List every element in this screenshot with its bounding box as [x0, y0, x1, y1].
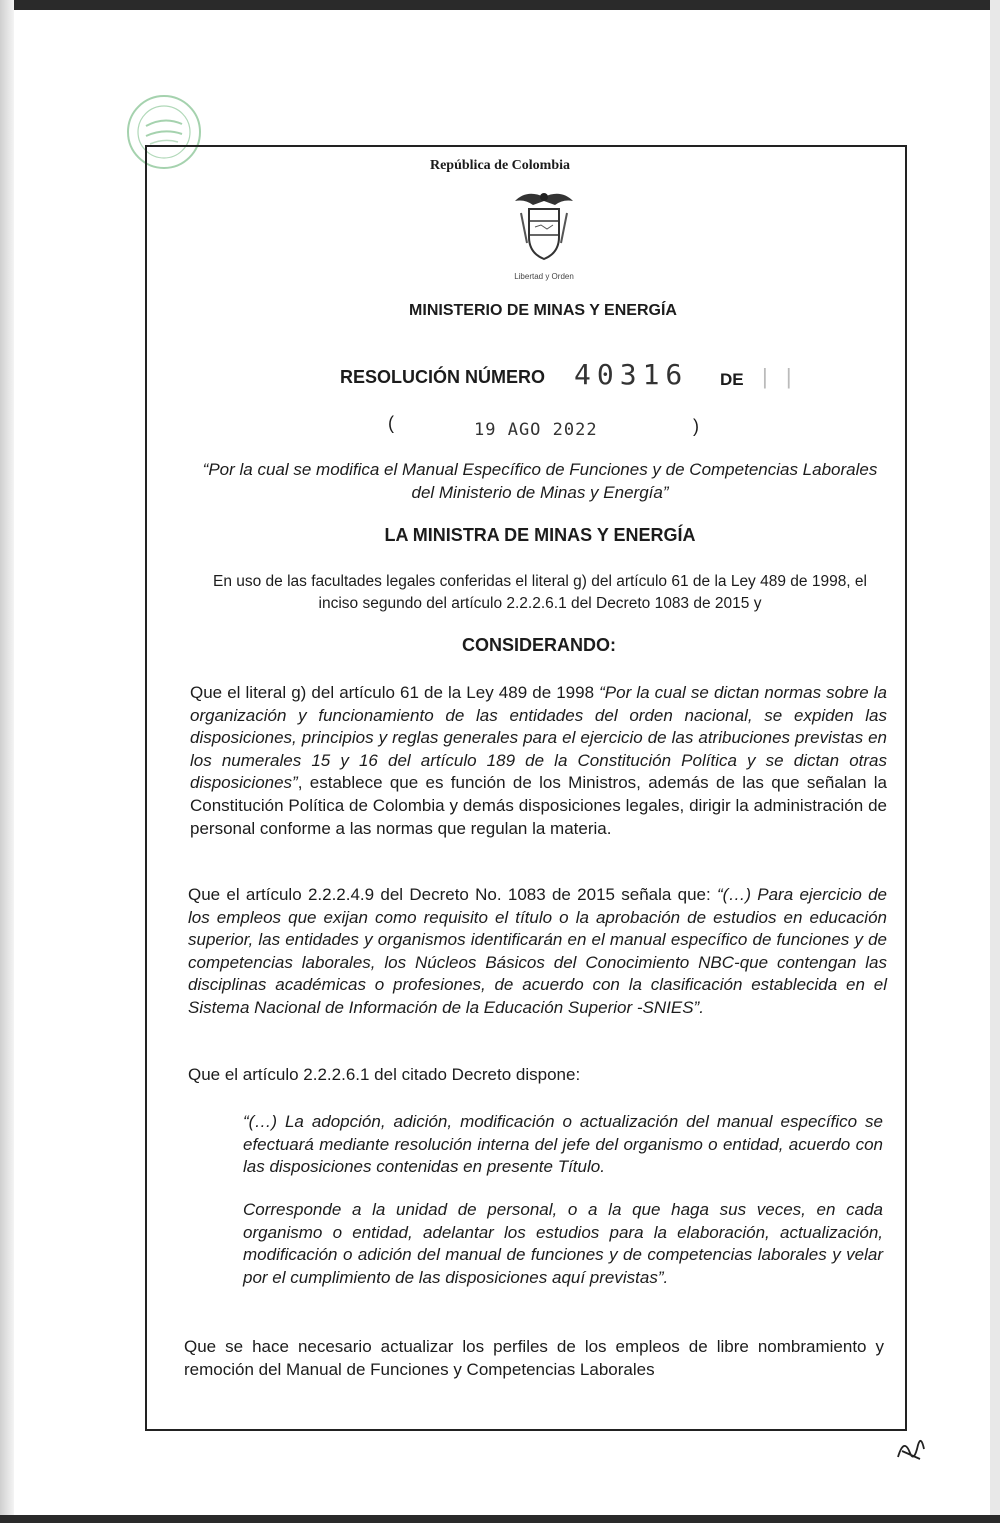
resolution-de-label: DE — [720, 370, 744, 389]
considerando-paragraph-2 — [188, 884, 887, 1020]
considerando-paragraph-3: Que el artículo 2.2.2.6.1 del citado Decreto dispone: — [188, 1065, 581, 1084]
motto-text: Libertad y Orden — [514, 272, 574, 281]
date-paren-open: ( — [388, 413, 394, 433]
scan-bottom-edge — [0, 1515, 1000, 1523]
quoted-paragraph-2: Corresponde a la unidad de personal, o a la que haga sus veces, en cada organismo o entidad, adelantar los estudios para la elaboración, actualización, modificación o adición del manual de funciones y de competencias laborales y velar por el cumplimiento de las disposiciones aquí previstas”. — [243, 1200, 883, 1287]
ministerio-heading: MINISTERIO DE MINAS Y ENERGÍA — [409, 302, 677, 319]
signature-initials-icon — [894, 1427, 928, 1465]
republica-heading: República de Colombia — [429, 158, 570, 173]
p2-quote: “(…) Para ejercicio de los empleos que exijan como requisito el título o la aprobación de estudios en educación superior, las entidades y organismos identificarán en el manual específico de funciones y de competencias laborales, los Núcleos Básicos del Conocimiento NBC-que contengan las disciplinas académicas o profesiones, de acuerdo con la clasificación establecida en el Sistema Nacional de Información de la Educación Superior -SNIES”. — [188, 885, 887, 1017]
p1-text-a: Que el literal g) del artículo 61 de la Ley 489 de 1998 — [190, 683, 600, 702]
resolution-number: 40316 — [574, 358, 689, 391]
resolution-date: 19 AGO 2022 — [474, 420, 598, 440]
colombia-coat-of-arms-icon — [511, 187, 577, 267]
considerando-paragraph-1 — [190, 682, 887, 840]
resolution-subject: “Por la cual se modifica el Manual Específico de Funciones y de Competencias Laborales del Ministerio de Minas y Energía” — [202, 460, 878, 502]
considerando-heading: CONSIDERANDO: — [461, 635, 616, 655]
resolution-label: RESOLUCIÓN NÚMERO — [340, 367, 546, 387]
facultades-paragraph: En uso de las facultades legales conferidas el literal g) del artículo 61 de la Ley 489 de 1998, el inciso segundo del artículo 2.2.2.6.1 del Decreto 1083 de 2015 y — [212, 573, 867, 612]
scan-top-edge — [0, 0, 1000, 10]
p1-law-title: “Por la cual se dictan normas sobre la organización y funcionamiento de las entidades del orden nacional, se expiden las disposiciones, principios y reglas generales para el ejercicio de las atribuciones previstas en los numerales 15 y 16 del artículo 189 de la Constitución Política y se dictan otras disposiciones” — [190, 683, 887, 793]
authority-title: LA MINISTRA DE MINAS Y ENERGÍA — [384, 525, 696, 545]
p2-text-a: Que el artículo 2.2.2.4.9 del Decreto No. 1083 de 2015 señala que: — [188, 885, 717, 904]
faded-year-marks: | | — [762, 364, 798, 389]
p1-text-c: , establece que es función de los Ministros, además de las que señalan la Constitución Política de Colombia y demás disposiciones legales, dirigir la administración de personal conforme a las normas que regulan la materia. — [190, 773, 887, 838]
considerando-paragraph-4: Que se hace necesario actualizar los perfiles de los empleos de libre nombramiento y remoción del Manual de Funciones y Competencias Laborales — [184, 1337, 884, 1379]
date-paren-close: ) — [693, 416, 699, 436]
quoted-paragraph-1: “(…) La adopción, adición, modificación o actualización del manual específico se efectuará mediante resolución interna del jefe del organismo o entidad, acuerdo con las disposiciones contenidas en presente Título. — [243, 1112, 883, 1177]
scan-right-edge — [990, 0, 1000, 1523]
scan-left-edge — [0, 0, 14, 1523]
